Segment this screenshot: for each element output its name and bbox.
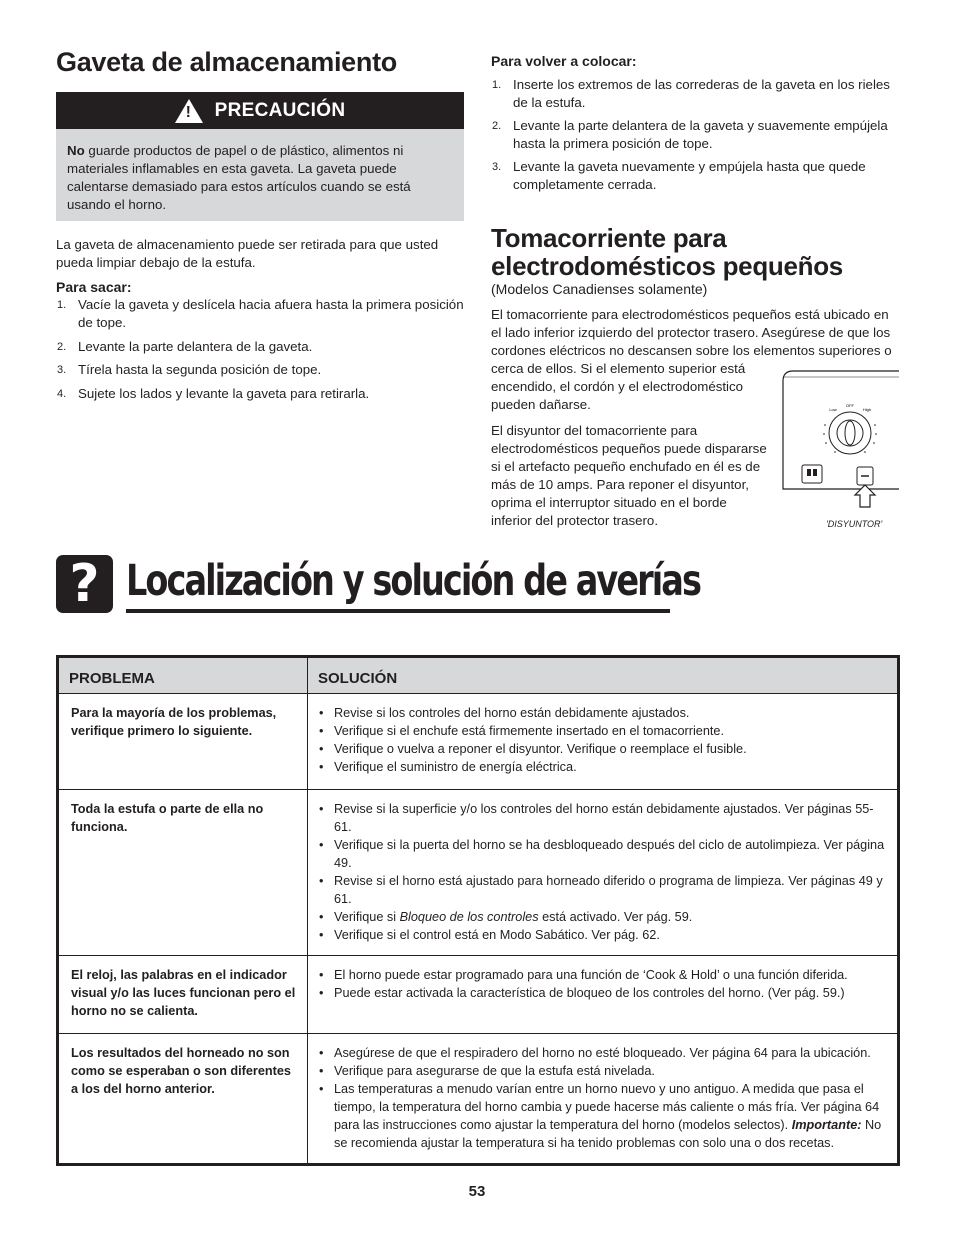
outlet-icon [802,465,822,483]
list-item: 1. Inserte los extremos de las correderas de la gaveta en los rieles de la estufa. [492,77,890,110]
caution-text [56,129,464,221]
list-item: • Verifique si el control está en Modo Sabático. Ver pág. 62. [318,926,889,944]
knob-low-label: Low [829,407,837,412]
remove-steps [56,296,464,403]
knob-off-label: OFF [846,403,854,408]
oven-knob-icon [823,403,877,454]
replace-title: Para volver a colocar: [491,53,637,69]
troubleshooting-header [56,554,700,615]
solution-cell [308,1034,899,1165]
list-item: • Verifique o vuelva a reponer el disyuntor. Verifique o reemplace el fusible. [318,740,889,758]
outlet-title: Tomacorriente para electrodomésticos pequeños [491,223,843,281]
solution-cell [308,694,899,790]
table-row [58,790,899,956]
replace-steps [491,76,899,194]
troubleshooting-table [56,655,900,1166]
knob-high-label: High [862,407,872,412]
remove-title: Para sacar: [56,279,132,295]
list-item: • Verifique el suministro de energía eléctrica. [318,758,889,776]
breaker-caption: 'DISYUNTOR' [826,519,883,529]
solution-cell [308,956,899,1034]
list-item: • Verifique si el enchufe está firmemente insertado en el tomacorriente. [318,722,889,740]
table-header-row [58,657,899,694]
caution-body-text: guarde productos de papel o de plástico, alimentos ni materiales inflamables en esta gaveta. La gaveta puede calentarse demasiado para estos artículos cuando se está usando el horno. [67,143,411,212]
caution-label: PRECAUCIÓN [214,99,346,121]
arrow-up-icon [855,485,875,507]
question-mark-icon: ? [56,555,113,613]
problem-cell: Para la mayoría de los problemas, verifique primero lo siguiente. [58,694,308,790]
list-item: • Revise si la superficie y/o los controles del horno están debidamente ajustados. Ver páginas 55-61. [318,800,889,836]
storage-drawer-title: Gaveta de almacenamiento [56,47,397,77]
table-row [58,694,899,790]
problem-cell: El reloj, las palabras en el indicador visual y/o las luces funcionan pero el horno no se calienta. [58,956,308,1034]
table-row [58,1034,899,1165]
list-item: • Revise si el horno está ajustado para horneado diferido o programa de limpieza. Ver páginas 49 y 61. [318,872,889,908]
outlet-paragraph-1: El tomacorriente para electrodomésticos pequeños está ubicado en el lado inferior izquierdo del protector trasero. Asegúrese de que los cordones eléctricos no descansen sobre los elementos superiores o cerca de ellos. Si el elemento superior está encendido, el cordón y el electrodoméstico pueden dañarse. [491,307,892,412]
solution-cell [308,790,899,956]
breaker-switch-icon [857,467,873,485]
list-item: 1. Vacíe la gaveta y deslícela hacia afuera hasta la primera posición de tope. [57,297,464,330]
outlet-paragraph-2: El disyuntor del tomacorriente para electrodomésticos pequeños puede dispararse si el artefacto pequeño enchufado en él es de más de 10 amps. Para reponer el disyuntor, oprima el interruptor situado en el borde inferior del protector trasero. [491,423,767,528]
page-number: 53 [468,1183,486,1200]
problem-cell: Toda la estufa o parte de ella no funciona. [58,790,308,956]
table-row [58,956,899,1034]
problem-column-header: PROBLEMA [58,657,308,694]
list-item: • El horno puede estar programado para una función de ‘Cook & Hold’ o una función diferida. [318,966,889,984]
outlet-subtitle: (Modelos Canadienses solamente) [491,281,708,297]
caution-banner [56,92,464,129]
troubleshooting-title: Localización y solución de averías [126,556,700,606]
list-item: • Verifique si Bloqueo de los controles está activado. Ver pág. 59. [318,908,889,926]
list-item: • Verifique para asegurarse de que la estufa está nivelada. [318,1062,889,1080]
backguard-outlet-illustration [779,367,899,517]
list-item: • Las temperaturas a menudo varían entre un horno nuevo y uno antiguo. A medida que pasa el tiempo, la temperatura del horno cambia y puede hacerse más caliente o más fría. Ver página 64 para las instrucciones como ajustar la temperatura del horno (modelos selectos). Importante: No se recomienda ajustar la temperatura si ha tenido problemas con solo una o dos recetas. [318,1080,889,1152]
list-item: 4. Sujete los lados y levante la gaveta para retirarla. [57,386,370,401]
list-item: • Revise si los controles del horno están debidamente ajustados. [318,704,889,722]
list-item: • Puede estar activada la característica de bloqueo de los controles del horno. (Ver pág. 59.) [318,984,889,1002]
solution-column-header: SOLUCIÓN [308,657,899,694]
storage-intro: La gaveta de almacenamiento puede ser retirada para que usted pueda limpiar debajo de la estufa. [56,237,439,270]
title-underline [126,609,670,613]
list-item: 3. Levante la gaveta nuevamente y empújela hasta que quede completamente cerrada. [492,159,866,192]
list-item: 2. Levante la parte delantera de la gaveta. [57,339,313,354]
caution-bold-word: No [67,143,85,158]
warning-icon: ! [175,99,203,123]
list-item: • Asegúrese de que el respiradero del horno no esté bloqueado. Ver página 64 para la ubicación. [318,1044,889,1062]
list-item: 3. Tírela hasta la segunda posición de tope. [57,362,322,377]
list-item: 2. Levante la parte delantera de la gaveta y suavemente empújela hasta la primera posición de tope. [492,118,888,151]
problem-cell: Los resultados del horneado no son como se esperaban o son diferentes a los del horno anterior. [58,1034,308,1165]
storage-drawer-section [56,48,464,403]
list-item: • Verifique si la puerta del horno se ha desbloqueado después del ciclo de autolimpieza. Ver página 49. [318,836,889,872]
